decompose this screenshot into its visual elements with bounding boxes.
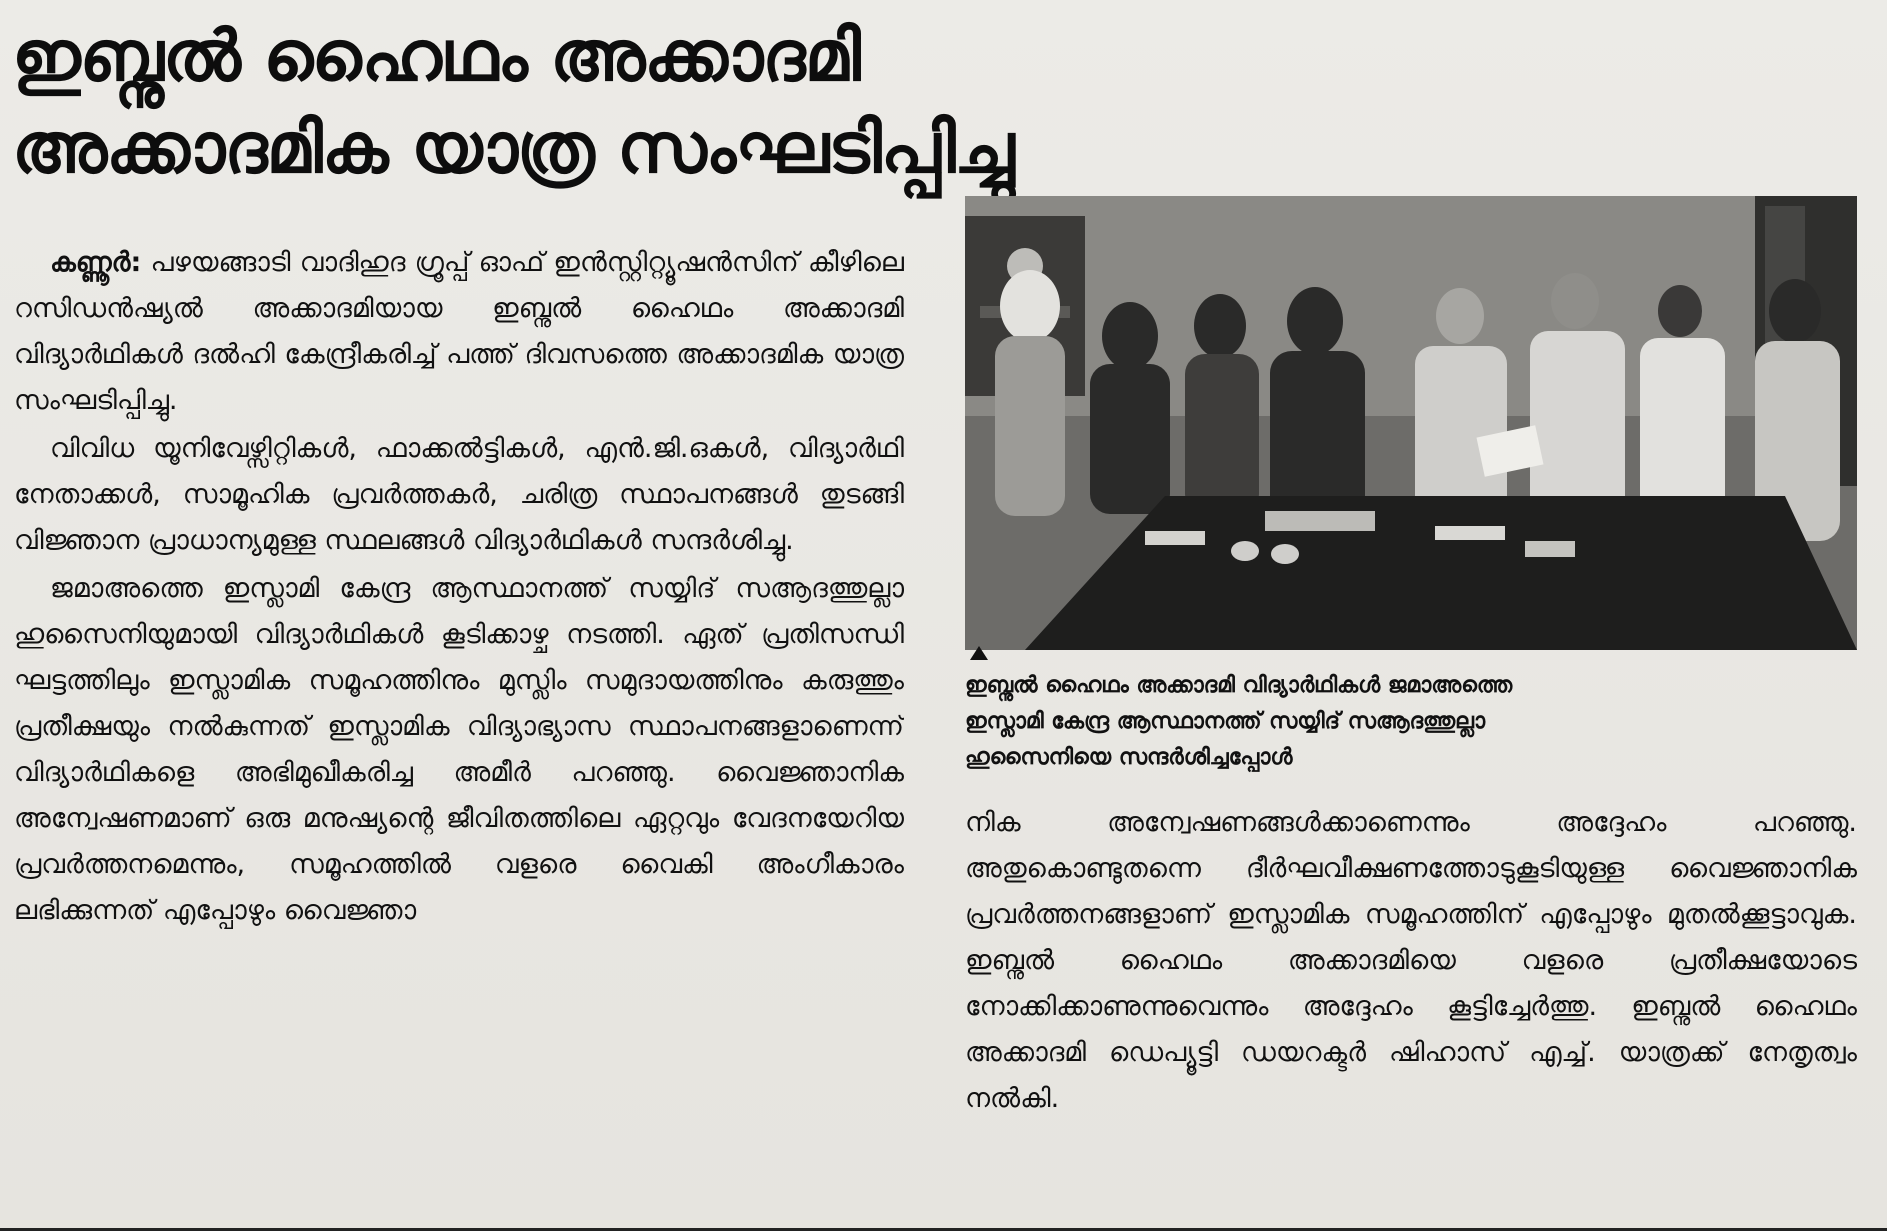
- headline-line-1: ഇബ്നുൽ ഹൈഥം അക്കാദമി: [12, 15, 860, 97]
- caption-line-3: ഹുസൈനിയെ സന്ദർശിച്ചപ്പോൾ: [965, 745, 1293, 770]
- article-paragraph-2: വിവിധ യൂനിവേഴ്സിറ്റികൾ, ഫാക്കൽട്ടികൾ, എൻ.ജി.ഒകൾ, വിദ്യാർഥി നേതാക്കൾ, സാമൂഹിക പ്രവർത്തകർ, ചരിത്ര സ്ഥാപനങ്ങൾ തുടങ്ങി വിജ്ഞാന പ്രാധാന്യമുള്ള സ്ഥലങ്ങൾ വിദ്യാർഥികൾ സന്ദർശിച്ചു.: [14, 433, 904, 556]
- article-paragraph-1: [14, 240, 904, 424]
- article-column-left: [14, 240, 904, 1200]
- caption-line-1: ഇബ്നുൽ ഹൈഥം അക്കാദമി വിദ്യാർഥികൾ ജമാഅത്തെ: [965, 673, 1513, 698]
- article-column-right: [965, 800, 1857, 1200]
- photo-illustration: [965, 196, 1857, 650]
- news-photo: [965, 196, 1857, 650]
- article-paragraph-3: ജമാഅത്തെ ഇസ്ലാമി കേന്ദ്ര ആസ്ഥാനത്ത് സയ്യിദ് സആദത്തുല്ലാ ഹുസൈനിയുമായി വിദ്യാർഥികൾ കൂടിക്കാഴ്ച നടത്തി. ഏത് പ്രതിസന്ധി ഘട്ടത്തിലും ഇസ്ലാമിക സമൂഹത്തിനും മുസ്ലിം സമുദായത്തിനും കരുത്തും പ്രതീക്ഷയും നൽകുന്നത് ഇസ്ലാമിക വിദ്യാഭ്യാസ സ്ഥാപനങ്ങളാണെന്ന് വിദ്യാർഥികളെ അഭിമുഖീകരിച്ച അമീർ പറഞ്ഞു. വൈജ്ഞാനിക അന്വേഷണമാണ് ഒരു മനുഷ്യന്റെ ജീവിതത്തിലെ ഏറ്റവും വേദനയേറിയ പ്രവർത്തനമെന്നും, സമൂഹത്തിൽ വളരെ വൈകി അംഗീകാരം ലഭിക്കുന്നത് എപ്പോഴും വൈജ്ഞാ: [14, 573, 904, 926]
- dateline: കണ്ണൂർ:: [50, 247, 142, 278]
- caption-marker-icon: [970, 646, 988, 660]
- bleed-through-headline: [960, 100, 1887, 180]
- caption-line-2: ഇസ്ലാമി കേന്ദ്ര ആസ്ഥാനത്ത് സയ്യിദ് സആദത്തുല്ലാ: [965, 709, 1486, 734]
- article-paragraph-4: നിക അന്വേഷണങ്ങൾക്കാണെന്നും അദ്ദേഹം പറഞ്ഞു. അതുകൊണ്ടുതന്നെ ദീർഘവീക്ഷണത്തോടുകൂടിയുള്ള വൈജ്ഞാനിക പ്രവർത്തനങ്ങളാണ് ഇസ്ലാമിക സമൂഹത്തിന് എപ്പോഴും മുതൽക്കൂട്ടാവുക. ഇബ്നുൽ ഹൈഥം അക്കാദമിയെ വളരെ പ്രതീക്ഷയോടെ നോക്കിക്കാണുന്നുവെന്നും അദ്ദേഹം കൂട്ടിച്ചേർത്തു. ഇബ്നുൽ ഹൈഥം അക്കാദമി ഡെപ്യൂട്ടി ഡയറക്ടർ ഷിഹാസ് എച്ച്. യാത്രക്ക് നേതൃത്വം നൽകി.: [965, 807, 1857, 1114]
- headline-line-2: അക്കാദമിക യാത്ര സംഘടിപ്പിച്ചു: [12, 107, 1014, 189]
- bleed-through-text: [960, 0, 1887, 90]
- paragraph-1-text: പഴയങ്ങാടി വാദിഹുദ ഗ്രൂപ്പ് ഓഫ് ഇൻസ്റ്റിറ്റ്യൂഷൻസിന് കീഴിലെ റസിഡൻഷ്യൽ അക്കാദമിയായ ഇബ്നുൽ ഹൈഥം അക്കാദമി വിദ്യാർഥികൾ ദൽഹി കേന്ദ്രീകരിച്ച് പത്ത് ദിവസത്തെ അക്കാദമിക യാത്ര സംഘടിപ്പിച്ചു.: [14, 247, 904, 416]
- headline: [12, 10, 1014, 194]
- photo-caption: [965, 668, 1857, 776]
